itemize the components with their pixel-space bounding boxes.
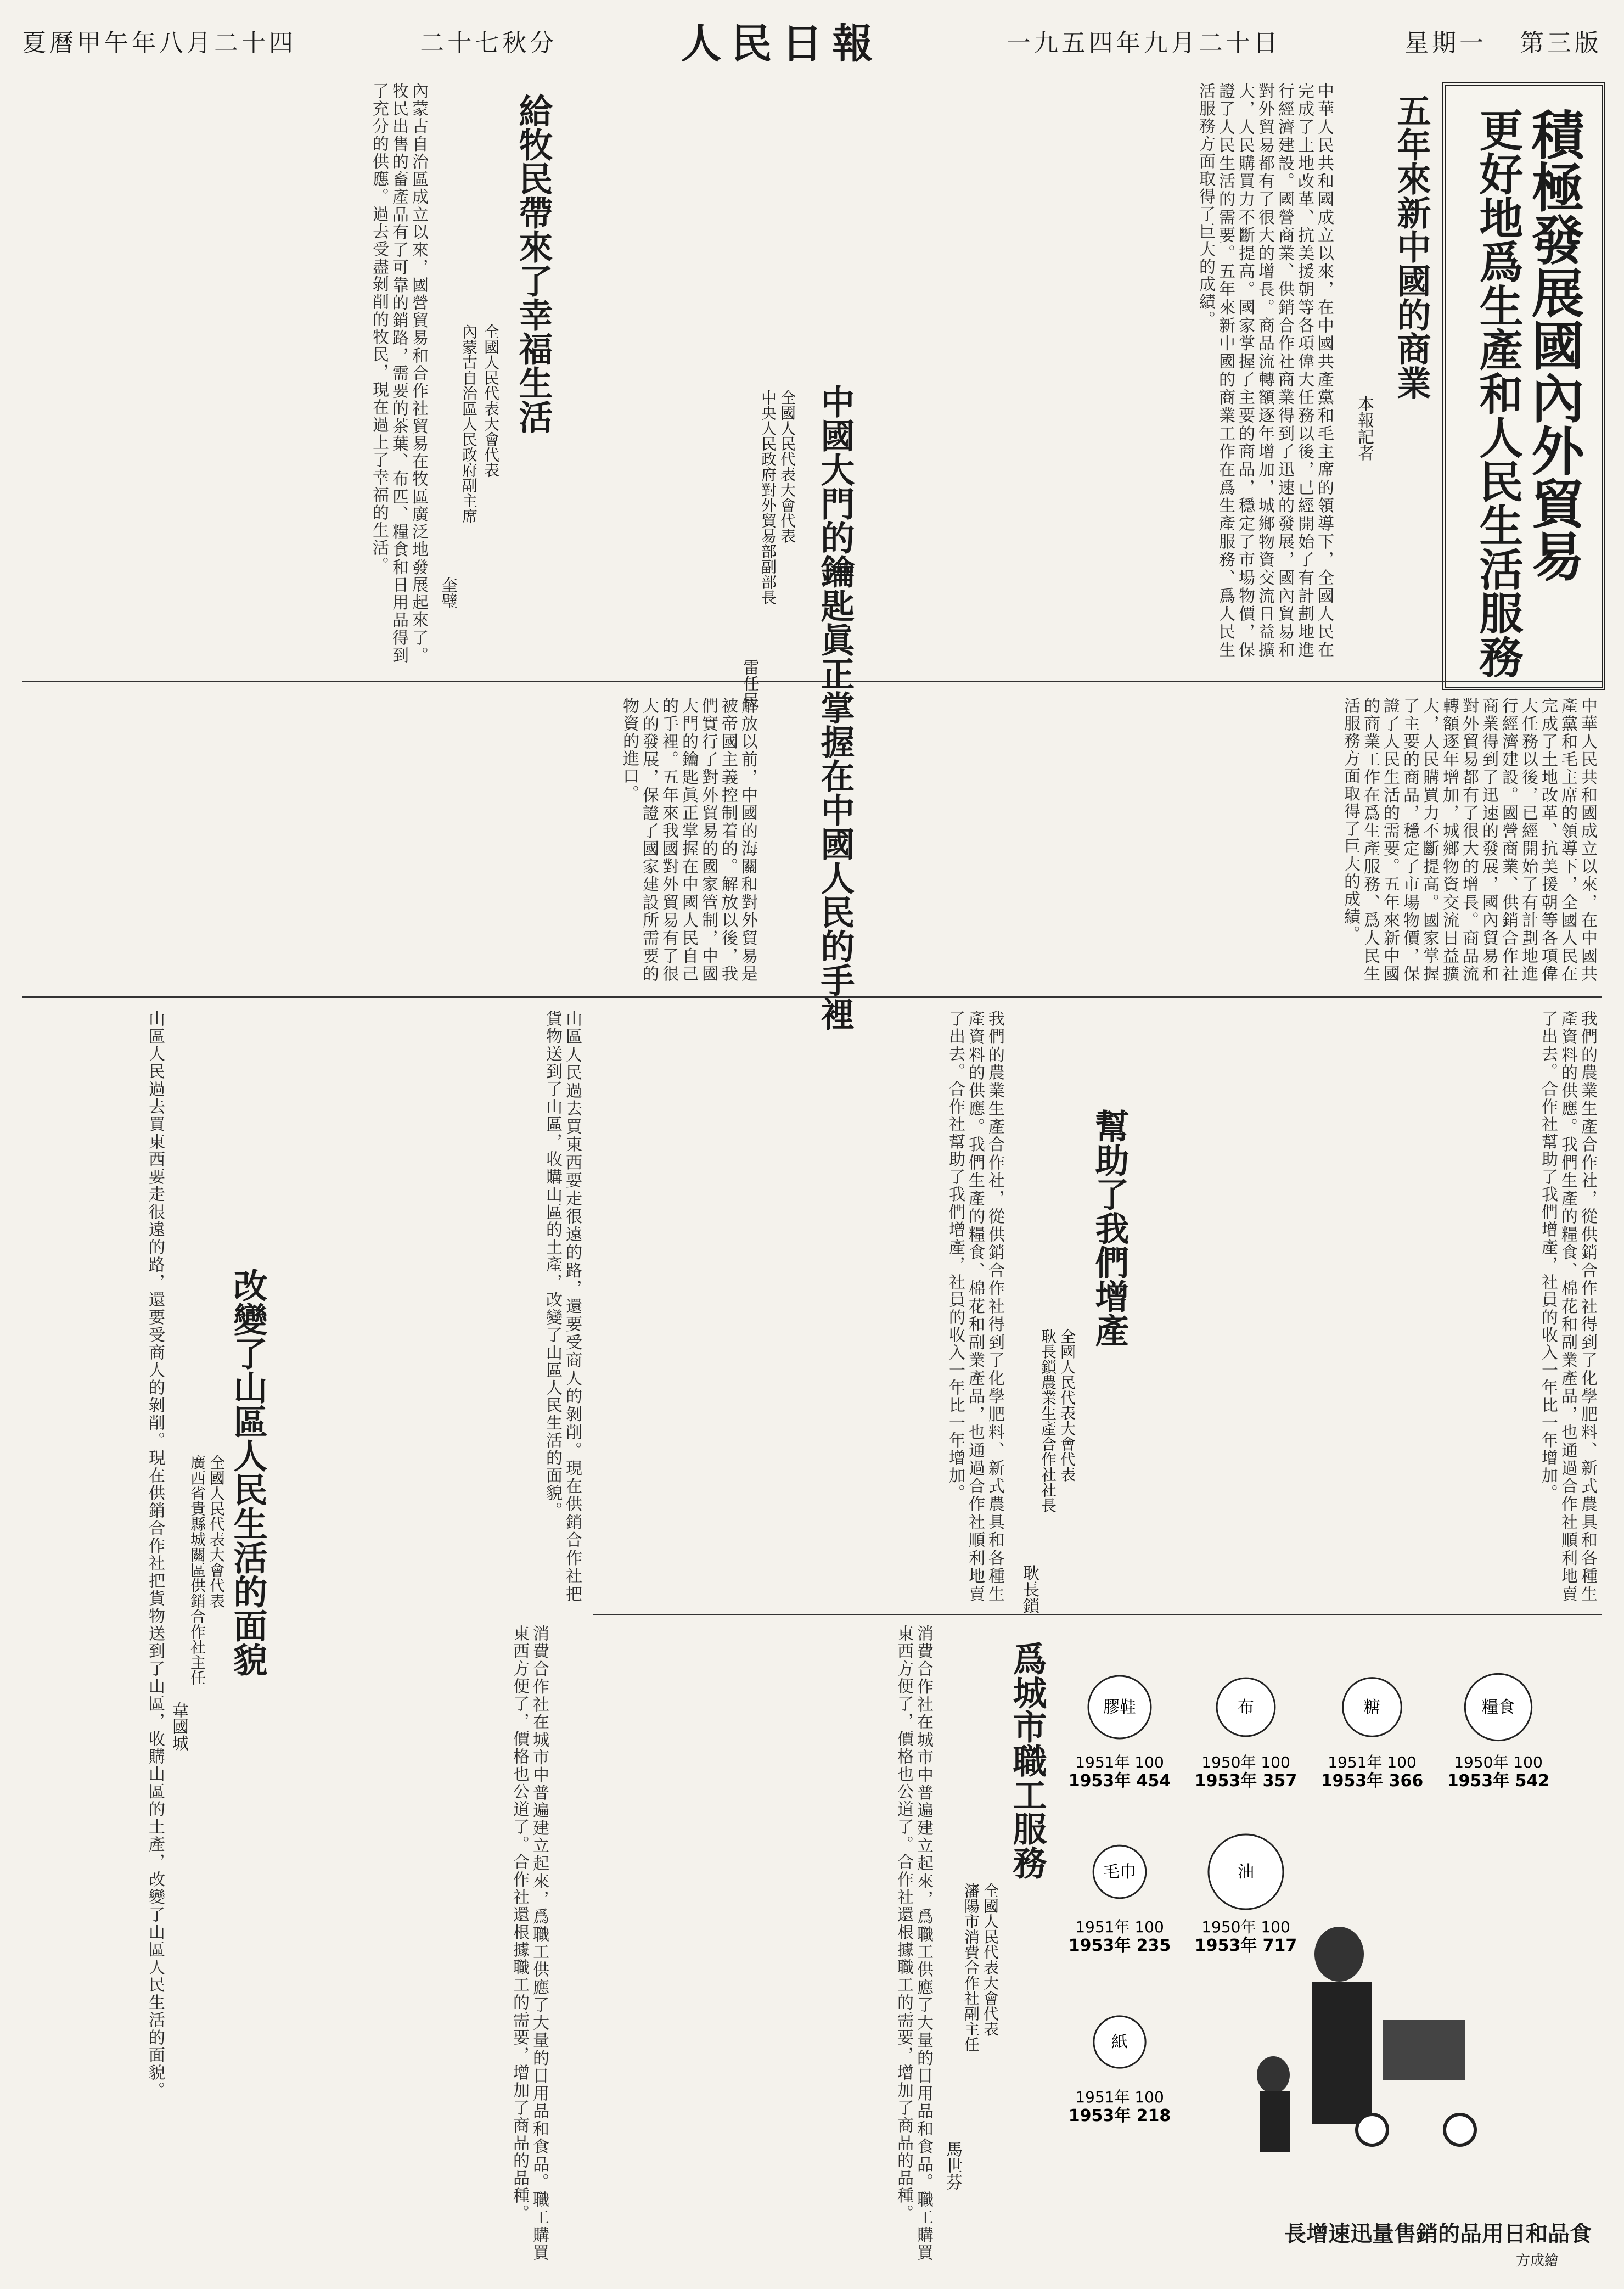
pictogram-label: 膠鞋 bbox=[1103, 1698, 1136, 1717]
article1-body-cont: 中華人民共和國成立以來，在中國共產黨和毛主席的領導下，全國人民在完成了土地改革、抗美援朝等各項偉大任務以後，已經開始了有計劃地進行經濟建設。國營商業、供銷合作社商業得到了迅速的發展，國內貿易和對外貿易都有了很大的增長。商品流轉額逐年增加，城鄉物資交流日益擴大，人民購買力不斷提高。國家掌握了主要的商品，穩定了市場物價，保證了人民生活的需要。五年來新中國的商業工作在爲生產服務、爲人民生活服務方面取得了巨大的成績。 bbox=[1341, 697, 1597, 983]
article2-note: 全國人民代表大會代表 bbox=[482, 324, 500, 478]
pictogram-value: 1953年 235 bbox=[1068, 1936, 1171, 1955]
article6-subtitle: 瀋陽市消費合作社副主任 bbox=[962, 1883, 980, 2052]
article1-title: 五年來新中國的商業 bbox=[1391, 93, 1431, 400]
article4-subtitle: 耿長鎖農業生產合作社社長 bbox=[1039, 1328, 1057, 1513]
publication-date: 一九五四年九月二十日 bbox=[1006, 29, 1281, 57]
article1-body: 中華人民共和國成立以來，在中國共產黨和毛主席的領導下，全國人民在完成了土地改革、抗美援朝等各項偉大任務以後，已經開始了有計劃地進行經濟建設。國營商業、供銷合作社商業得到了迅速的發展，國內貿易和對外貿易都有了很大的增長。商品流轉額逐年增加，城鄉物資交流日益擴大，人民購買力不斷提高。國家掌握了主要的商品，穩定了市場物價，保證了人民生活的需要。五年來新中國的商業工作在爲生產服務、爲人民生活服務方面取得了巨大的成績。 bbox=[1196, 82, 1334, 659]
article4-body-cont: 我們的農業生產合作社，從供銷合作社得到了化學肥料、新式農具和各種生產資料的供應。我們生產的糧食、棉花和副業產品，也通過合作社順利地賣了出去。合作社幫助了我們增產，社員的收入一年比一年增加。 bbox=[946, 1010, 1004, 1603]
article2-byline: 奎璧 bbox=[438, 576, 457, 609]
pictogram-item-紙 bbox=[1069, 2016, 1171, 2125]
article3-title: 中國大門的鑰匙眞正掌握在中國人民的手裡 bbox=[815, 384, 855, 1031]
pictogram-item-膠鞋 bbox=[1069, 1676, 1171, 1791]
article3-note: 全國人民代表大會代表 bbox=[778, 390, 796, 543]
article1-byline: 本報記者 bbox=[1355, 395, 1374, 461]
article5-byline: 韋國城 bbox=[169, 1702, 188, 1751]
article6-body: 消費合作社在城市中普遍建立起來，爲職工供應了大量的日用品和食品。職工購買東西方便了，價格也公道了。合作社還根據職工的需要，增加了商品的品種。 bbox=[894, 1625, 933, 2262]
pictogram-base-value: 1950年 100 bbox=[1201, 1918, 1290, 1936]
article6-body-cont: 消費合作社在城市中普遍建立起來，爲職工供應了大量的日用品和食品。職工購買東西方便了，價格也公道了。合作社還根據職工的需要，增加了商品的品種。 bbox=[510, 1625, 549, 2262]
article2-title: 給牧民帶來了幸福生活 bbox=[513, 93, 553, 434]
pictogram-value: 1953年 542 bbox=[1447, 1771, 1550, 1791]
pictogram-value: 1953年 717 bbox=[1194, 1936, 1297, 1955]
pictogram-item-糧食 bbox=[1447, 1674, 1550, 1791]
masthead bbox=[22, 15, 1602, 68]
chart-credit: 方成繪 bbox=[1515, 2253, 1559, 2269]
pictogram-item-糖 bbox=[1321, 1678, 1424, 1791]
pictogram-value: 1953年 366 bbox=[1320, 1771, 1424, 1791]
article3-body: 解放以前，中國的海關和對外貿易是被帝國主義控制着的。解放以後，我們實行了對外貿易的國家管制，中國大門的鑰匙眞正掌握在中國人民自己的手裡。五年來我國對外貿易有了很大的發展，保證了國家建設所需要的物資的進口。 bbox=[620, 697, 757, 983]
pictogram-item-布 bbox=[1195, 1678, 1297, 1791]
pictogram-label: 糧食 bbox=[1482, 1698, 1515, 1717]
main-headline-box bbox=[1442, 82, 1605, 690]
article4-title: 幫助了我們增產 bbox=[1089, 1109, 1130, 1347]
weekday: 星期一 bbox=[1404, 29, 1487, 57]
article4-byline: 耿長鎖 bbox=[1020, 1564, 1039, 1614]
pictogram-item-毛巾 bbox=[1069, 1845, 1171, 1955]
pictogram-value: 1953年 454 bbox=[1068, 1771, 1171, 1791]
article4-note: 全國人民代表大會代表 bbox=[1058, 1328, 1076, 1482]
shopper-illustration bbox=[1257, 1927, 1475, 2152]
article5-title: 改變了山區人民生活的面貌 bbox=[228, 1268, 268, 1676]
lunar-date: 夏曆甲午年八月二十四 bbox=[22, 29, 296, 57]
pictogram-item-油 bbox=[1195, 1834, 1297, 1955]
pictogram-base-value: 1950年 100 bbox=[1454, 1753, 1543, 1771]
pictogram-base-value: 1951年 100 bbox=[1075, 2088, 1164, 2106]
pictogram-label: 糖 bbox=[1364, 1698, 1380, 1717]
main-headline-line2: 更好地爲生產和人民生活服務 bbox=[1472, 108, 1524, 678]
article5-subtitle: 廣西省貴縣城關區供銷合作社主任 bbox=[188, 1455, 206, 1685]
pictogram-label: 毛巾 bbox=[1103, 1862, 1136, 1882]
article5-body-cont: 山區人民過去買東西要走很遠的路，還要受商人的剝削。現在供銷合作社把貨物送到了山區，收購山區的土產，改變了山區人民生活的面貌。 bbox=[145, 1010, 165, 2099]
section-rule bbox=[22, 996, 1602, 998]
sales-growth-pictogram bbox=[988, 1625, 1603, 2273]
pictogram-label: 紙 bbox=[1111, 2033, 1128, 2052]
pictogram-label: 布 bbox=[1238, 1698, 1254, 1717]
pictogram-base-value: 1950年 100 bbox=[1201, 1753, 1290, 1771]
article4-body: 我們的農業生產合作社，從供銷合作社得到了化學肥料、新式農具和各種生產資料的供應。我們生產的糧食、棉花和副業產品，也通過合作社順利地賣了出去。合作社幫助了我們增產，社員的收入一年比一年增加。 bbox=[1538, 1010, 1597, 1603]
pictogram-base-value: 1951年 100 bbox=[1328, 1753, 1417, 1771]
section-rule bbox=[593, 1614, 1602, 1615]
section-rule bbox=[22, 681, 1602, 682]
pictogram-base-value: 1951年 100 bbox=[1075, 1753, 1164, 1771]
article2-body: 內蒙古自治區成立以來，國營貿易和合作社貿易在牧區廣泛地發展起來了。牧民出售的畜產品有了可靠的銷路，需要的茶葉、布匹、糧食和日用品得到了充分的供應。過去受盡剝削的牧民，現在過上了幸福的生活。 bbox=[369, 82, 428, 664]
edition-number: 第三版 bbox=[1520, 29, 1602, 57]
solar-term: 二十七秋分 bbox=[420, 29, 558, 57]
article3-subtitle: 中央人民政府對外貿易部副部長 bbox=[759, 390, 777, 605]
pictogram-svg bbox=[988, 1625, 1603, 2273]
newspaper-logo: 人民日報 bbox=[681, 20, 883, 68]
article6-note: 全國人民代表大會代表 bbox=[981, 1883, 999, 2036]
article6-byline: 馬世芬 bbox=[943, 2141, 962, 2190]
main-headline-line1: 積極發展國內外貿易 bbox=[1523, 108, 1585, 582]
article5-note: 全國人民代表大會代表 bbox=[207, 1455, 226, 1608]
article6-title: 爲城市職工服務 bbox=[1007, 1641, 1047, 1880]
pictogram-value: 1953年 357 bbox=[1194, 1771, 1297, 1791]
pictogram-base-value: 1951年 100 bbox=[1075, 1918, 1164, 1936]
article2-subtitle: 內蒙古自治區人民政府副主席 bbox=[460, 324, 478, 524]
pictogram-value: 1953年 218 bbox=[1068, 2106, 1171, 2125]
article5-body: 山區人民過去買東西要走很遠的路，還要受商人的剝削。現在供銷合作社把貨物送到了山區，收購山區的土產，改變了山區人民生活的面貌。 bbox=[543, 1010, 582, 1603]
chart-title: 長增速迅量售銷的品用日和品食 bbox=[1284, 2221, 1592, 2247]
pictogram-label: 油 bbox=[1238, 1862, 1254, 1882]
article3-byline: 雷任民 bbox=[740, 659, 759, 708]
